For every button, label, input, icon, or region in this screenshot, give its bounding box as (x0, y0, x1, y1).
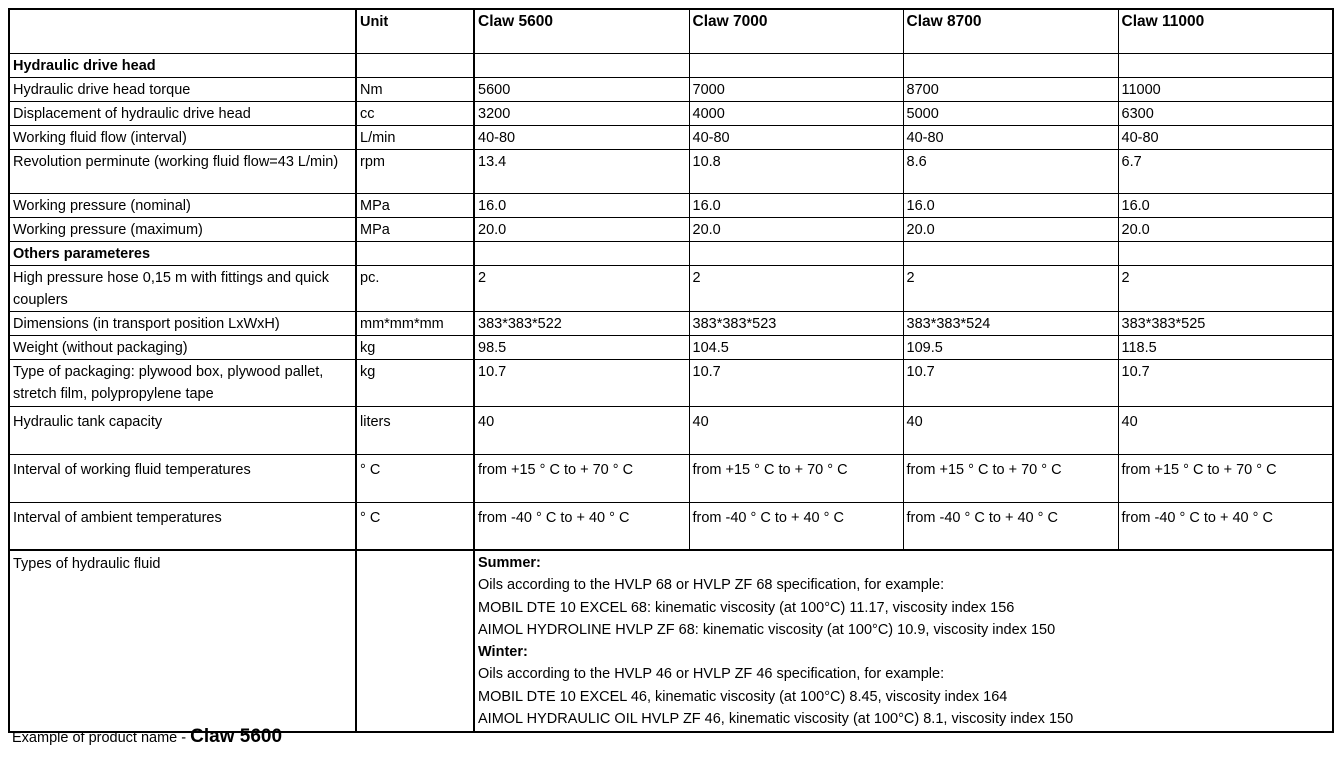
value-cell: 40-80 (689, 125, 903, 149)
value-cell: 6.7 (1118, 149, 1333, 193)
value-cell: 20.0 (689, 217, 903, 241)
parameter-label: Displacement of hydraulic drive head (9, 101, 356, 125)
value-cell: 13.4 (474, 149, 689, 193)
table-row (9, 125, 1333, 149)
fluid-description (474, 550, 1333, 732)
value-cell: 2 (689, 265, 903, 311)
value-cell: 20.0 (1118, 217, 1333, 241)
header-empty-cell (9, 9, 356, 53)
unit-cell: MPa (356, 217, 474, 241)
value-cell: 10.7 (689, 359, 903, 406)
unit-cell: ° C (356, 454, 474, 502)
value-cell: from +15 ° C to + 70 ° C (689, 454, 903, 502)
value-cell: from -40 ° C to + 40 ° C (903, 502, 1118, 550)
value-cell: 6300 (1118, 101, 1333, 125)
unit-cell: MPa (356, 193, 474, 217)
parameter-label: Dimensions (in transport position LxWxH) (9, 311, 356, 335)
value-cell: 98.5 (474, 335, 689, 359)
value-cell: 40 (474, 406, 689, 454)
value-cell: 16.0 (903, 193, 1118, 217)
winter-oil: MOBIL DTE 10 EXCEL 46, kinematic viscosity (at 100°C) 8.45, viscosity index 164 (478, 688, 1008, 705)
value-cell: 10.8 (689, 149, 903, 193)
value-cell: 2 (903, 265, 1118, 311)
unit-cell: cc (356, 101, 474, 125)
value-cell: 5000 (903, 101, 1118, 125)
parameter-label: Working fluid flow (interval) (9, 125, 356, 149)
section-title: Hydraulic drive head (9, 53, 356, 77)
value-cell: 383*383*523 (689, 311, 903, 335)
value-cell: 20.0 (474, 217, 689, 241)
parameter-label: Type of packaging: plywood box, plywood pallet, stretch film, polypropylene tape (9, 359, 356, 406)
value-cell: 20.0 (903, 217, 1118, 241)
footer-product-name: Claw 5600 (190, 726, 283, 747)
value-cell: 40 (1118, 406, 1333, 454)
table-row (9, 502, 1333, 550)
value-cell: 16.0 (689, 193, 903, 217)
value-cell: from +15 ° C to + 70 ° C (474, 454, 689, 502)
value-cell: 8.6 (903, 149, 1118, 193)
unit-cell: pc. (356, 265, 474, 311)
parameter-label: Interval of working fluid temperatures (9, 454, 356, 502)
value-cell: 10.7 (474, 359, 689, 406)
table-row (9, 217, 1333, 241)
value-cell: 10.7 (1118, 359, 1333, 406)
model-header: Claw 7000 (689, 9, 903, 53)
summer-title: Summer: (478, 555, 541, 571)
footer-prefix: Example of product name - (12, 730, 191, 746)
value-cell: 383*383*524 (903, 311, 1118, 335)
parameter-label: Hydraulic drive head torque (9, 77, 356, 101)
model-header: Claw 5600 (474, 9, 689, 53)
value-cell: 10.7 (903, 359, 1118, 406)
value-cell: 40-80 (1118, 125, 1333, 149)
value-cell: 16.0 (1118, 193, 1333, 217)
table-row (9, 193, 1333, 217)
parameter-label: Hydraulic tank capacity (9, 406, 356, 454)
summer-oil: MOBIL DTE 10 EXCEL 68: kinematic viscosity (at 100°C) 11.17, viscosity index 156 (478, 599, 1015, 616)
parameter-label: Interval of ambient temperatures (9, 502, 356, 550)
table-row (9, 335, 1333, 359)
model-header: Claw 11000 (1118, 9, 1333, 53)
unit-column-header: Unit (356, 9, 474, 53)
parameter-label: Weight (without packaging) (9, 335, 356, 359)
value-cell: from -40 ° C to + 40 ° C (474, 502, 689, 550)
value-cell: 40 (903, 406, 1118, 454)
value-cell: 3200 (474, 101, 689, 125)
table-row (9, 77, 1333, 101)
value-cell: 109.5 (903, 335, 1118, 359)
section-row (9, 241, 1333, 265)
section-row (9, 53, 1333, 77)
parameter-label: Working pressure (nominal) (9, 193, 356, 217)
winter-intro: Oils according to the HVLP 46 or HVLP ZF 46 specification, for example: (478, 666, 945, 683)
value-cell: from +15 ° C to + 70 ° C (1118, 454, 1333, 502)
value-cell: 4000 (689, 101, 903, 125)
winter-oil: AIMOL HYDRAULIC OIL HVLP ZF 46, kinematic viscosity (at 100°C) 8.1, viscosity index 150 (478, 711, 1074, 728)
value-cell: 8700 (903, 77, 1118, 101)
winter-title: Winter: (478, 644, 528, 661)
value-cell: from +15 ° C to + 70 ° C (903, 454, 1118, 502)
table-row (9, 149, 1333, 193)
unit-cell: rpm (356, 149, 474, 193)
value-cell: 7000 (689, 77, 903, 101)
specification-table (8, 8, 1334, 733)
model-header: Claw 8700 (903, 9, 1118, 53)
parameter-label: Types of hydraulic fluid (9, 550, 356, 732)
value-cell: from -40 ° C to + 40 ° C (1118, 502, 1333, 550)
value-cell: 16.0 (474, 193, 689, 217)
section-title: Others parameteres (9, 241, 356, 265)
value-cell: 383*383*522 (474, 311, 689, 335)
value-cell: 5600 (474, 77, 689, 101)
table-row (9, 265, 1333, 311)
parameter-label: High pressure hose 0,15 m with fittings and quick couplers (9, 265, 356, 311)
header-row (9, 9, 1333, 53)
parameter-label: Working pressure (maximum) (9, 217, 356, 241)
table-row (9, 454, 1333, 502)
value-cell: 104.5 (689, 335, 903, 359)
parameter-label: Revolution perminute (working fluid flow=43 L/min) (9, 149, 356, 193)
unit-cell: L/min (356, 125, 474, 149)
table-row (9, 359, 1333, 406)
value-cell: 11000 (1118, 77, 1333, 101)
unit-cell: ° C (356, 502, 474, 550)
value-cell: 40-80 (903, 125, 1118, 149)
value-cell: from -40 ° C to + 40 ° C (689, 502, 903, 550)
unit-cell: kg (356, 359, 474, 406)
unit-cell: kg (356, 335, 474, 359)
value-cell: 383*383*525 (1118, 311, 1333, 335)
value-cell: 2 (474, 265, 689, 311)
product-name-example (12, 724, 282, 751)
unit-cell (356, 550, 474, 732)
value-cell: 40-80 (474, 125, 689, 149)
value-cell: 2 (1118, 265, 1333, 311)
value-cell: 118.5 (1118, 335, 1333, 359)
table-row (9, 101, 1333, 125)
value-cell: 40 (689, 406, 903, 454)
fluid-row (9, 550, 1333, 732)
summer-intro: Oils according to the HVLP 68 or HVLP ZF 68 specification, for example: (478, 577, 945, 594)
unit-cell: Nm (356, 77, 474, 101)
summer-oil: AIMOL HYDROLINE HVLP ZF 68: kinematic viscosity (at 100°C) 10.9, viscosity index 150 (478, 621, 1056, 638)
table-row (9, 311, 1333, 335)
unit-cell: liters (356, 406, 474, 454)
unit-cell: mm*mm*mm (356, 311, 474, 335)
table-row (9, 406, 1333, 454)
